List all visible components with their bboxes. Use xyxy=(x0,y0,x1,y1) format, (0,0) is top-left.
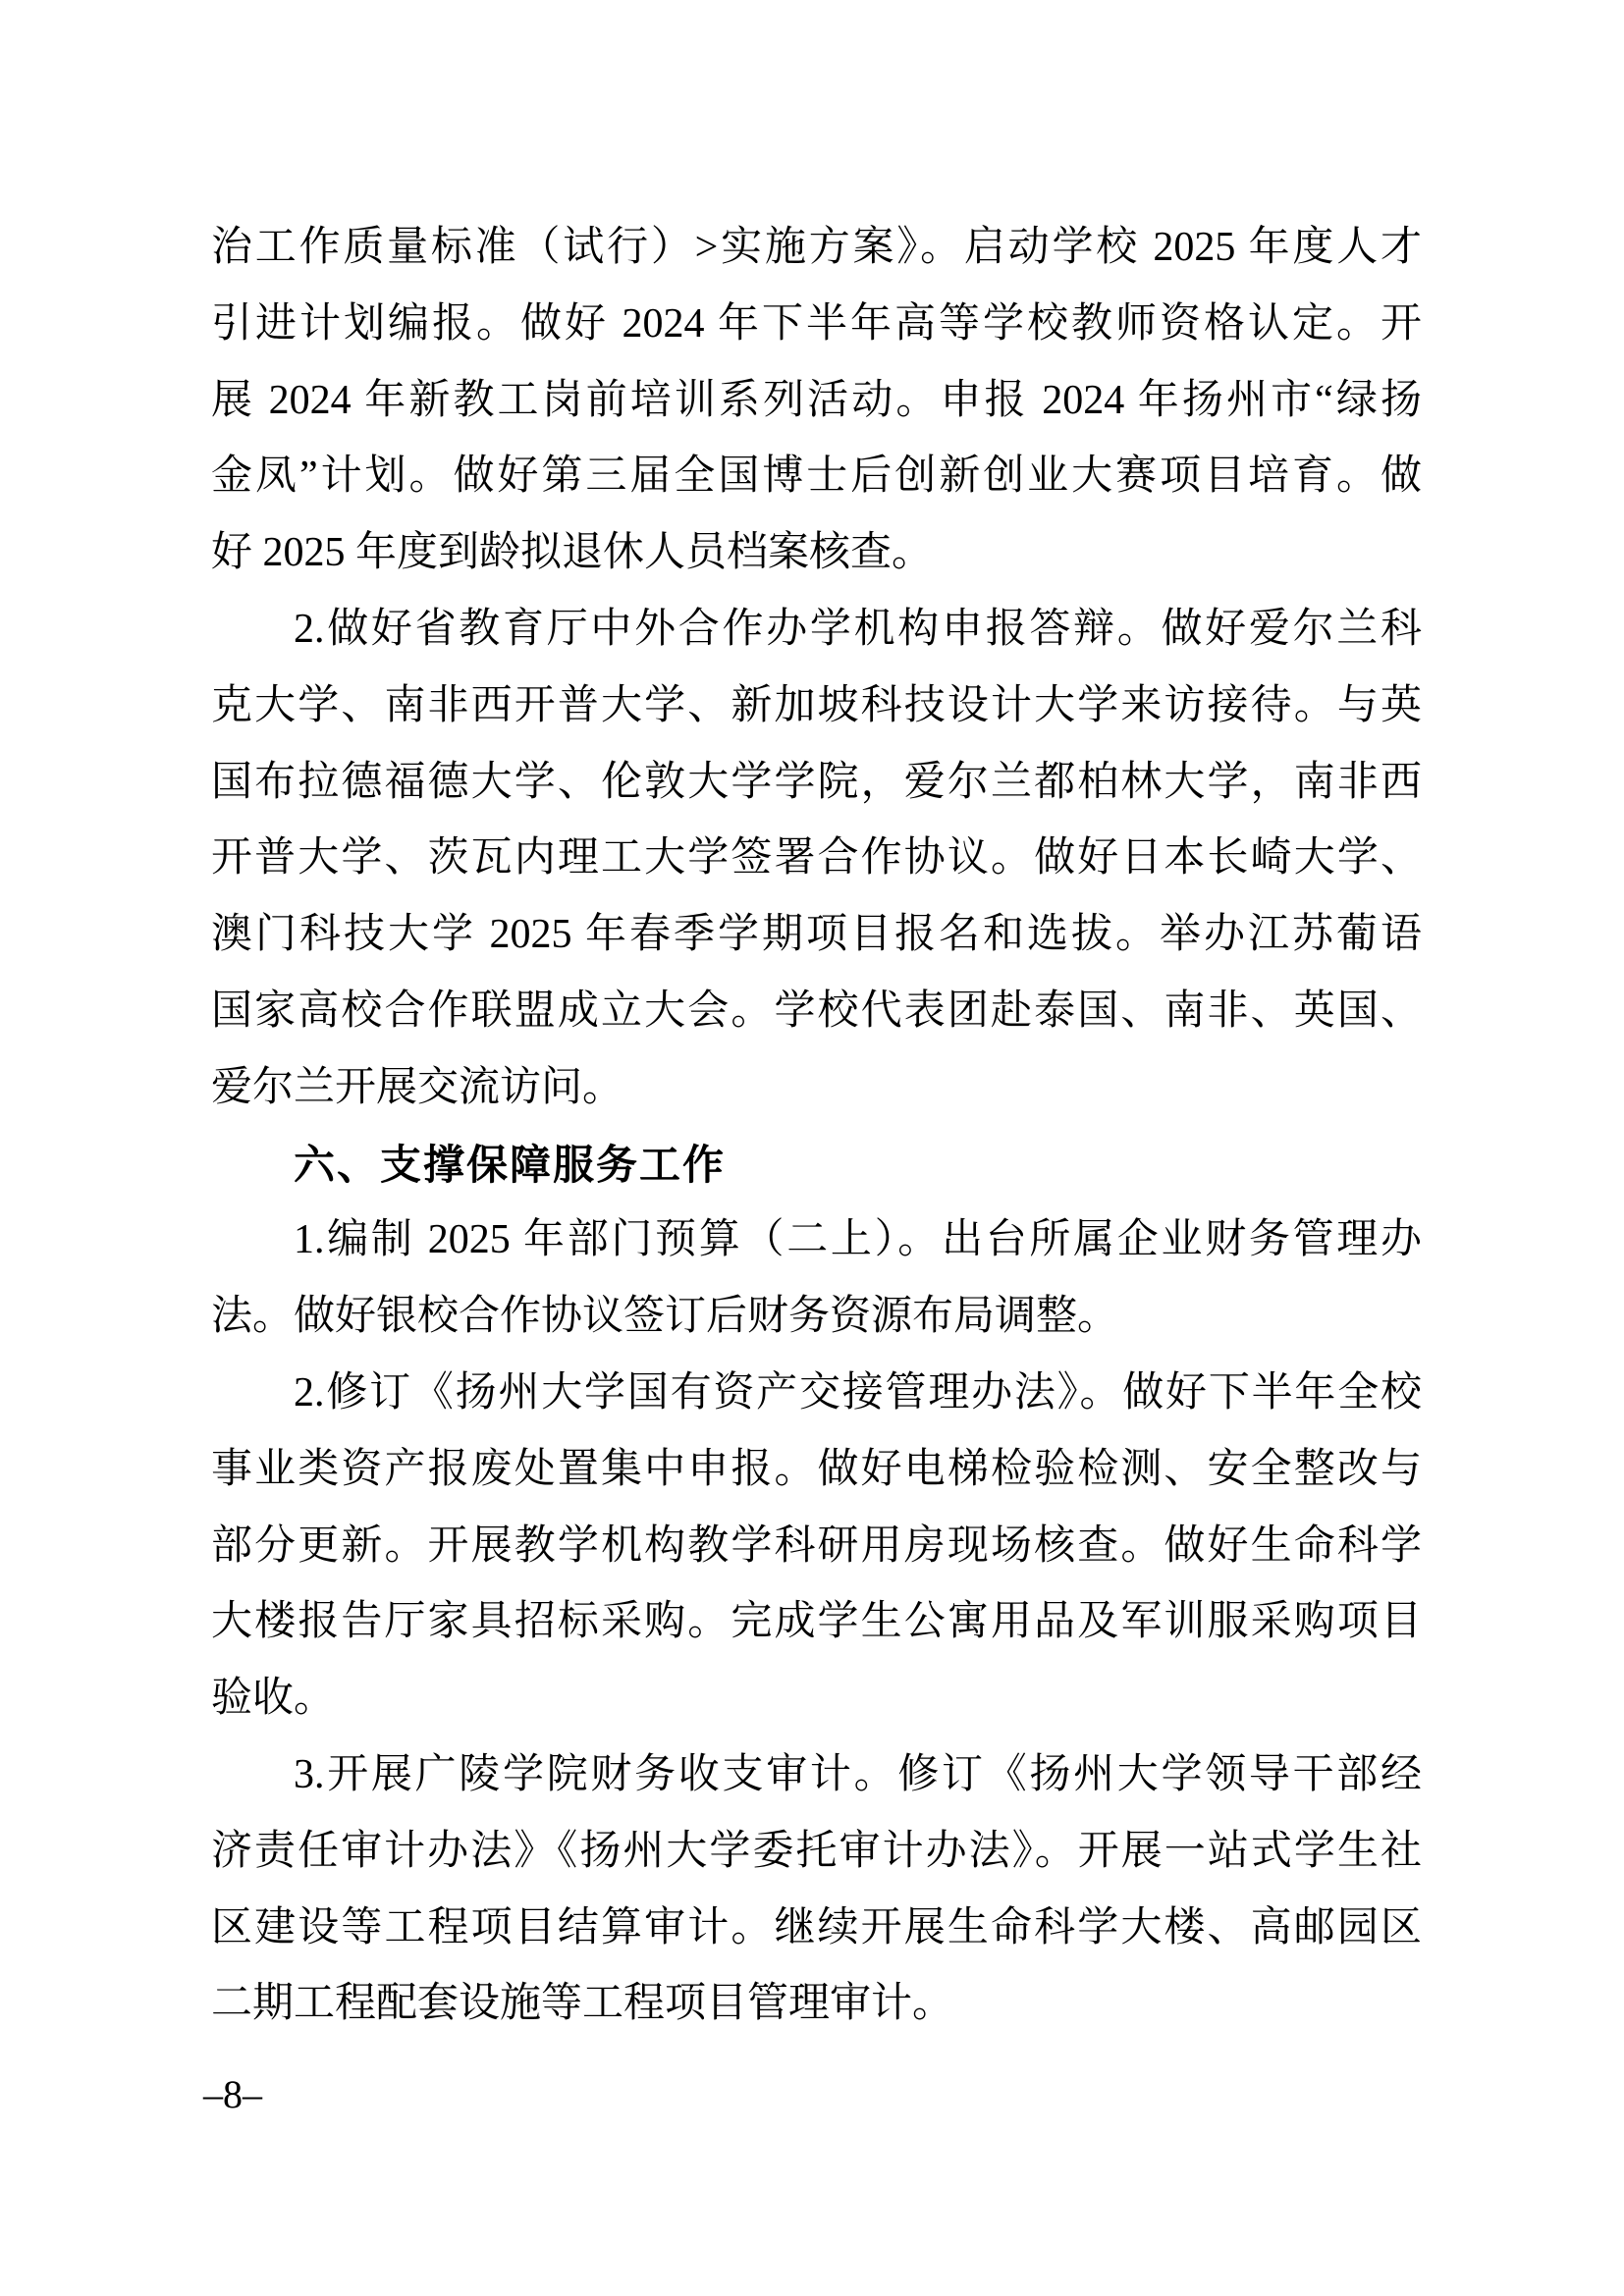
text-line: 治工作质量标准（试行）>实施方案》。启动学校 2025 年度人才 xyxy=(211,225,1422,270)
text-line: 引进计划编报。做好 2024 年下半年高等学校教师资格认定。开 xyxy=(211,300,1422,347)
text-line: 济责任审计办法》《扬州大学委托审计办法》。开展一站式学生社 xyxy=(211,1828,1422,1874)
text-line: 展 2024 年新教工岗前培训系列活动。申报 2024 年扬州市“绿扬 xyxy=(211,377,1422,423)
text-line: 区建设等工程项目结算审计。继续开展生命科学大楼、高邮园区 xyxy=(211,1904,1422,1950)
text-line: 1.编制 2025 年部门预算（二上）。出台所属企业财务管理办 xyxy=(294,1217,1422,1263)
section-heading: 六、支撑保障服务工作 xyxy=(294,1141,727,1188)
text-line: 爱尔兰开展交流访问。 xyxy=(211,1064,624,1110)
document-body xyxy=(211,210,1422,2043)
text-line: 开普大学、茨瓦内理工大学签署合作协议。做好日本长崎大学、 xyxy=(211,835,1422,881)
text-line: 国布拉德福德大学、伦敦大学学院，爱尔兰都柏林大学，南非西 xyxy=(211,759,1422,805)
text-line: 部分更新。开展教学机构教学科研用房现场核查。做好生命科学 xyxy=(211,1522,1422,1569)
text-line: 大楼报告厅家具招标采购。完成学生公寓用品及军训服采购项目 xyxy=(211,1599,1422,1645)
text-line: 验收。 xyxy=(211,1676,336,1722)
text-line: 3.开展广陵学院财务收支审计。修订《扬州大学领导干部经 xyxy=(294,1751,1422,1797)
text-line: 国家高校合作联盟成立大会。学校代表团赴泰国、南非、英国、 xyxy=(211,988,1422,1034)
page-number: –8– xyxy=(203,2072,262,2116)
text-line: 好 2025 年度到龄拟退休人员档案核查。 xyxy=(211,530,934,576)
text-line: 2.做好省教育厅中外合作办学机构申报答辩。做好爱尔兰科 xyxy=(294,606,1422,652)
text-line: 事业类资产报废处置集中申报。做好电梯检验检测、安全整改与 xyxy=(211,1446,1422,1492)
text-line: 澳门科技大学 2025 年春季学期项目报名和选拔。举办江苏葡语 xyxy=(211,912,1422,958)
text-line: 法。做好银校合作协议签订后财务资源布局调整。 xyxy=(211,1294,1119,1340)
text-line: 二期工程配套设施等工程项目管理审计。 xyxy=(211,1981,954,2027)
text-line: 2.修订《扬州大学国有资产交接管理办法》。做好下半年全校 xyxy=(294,1369,1422,1415)
text-line: 克大学、南非西开普大学、新加坡科技设计大学来访接待。与英 xyxy=(211,682,1422,728)
text-line: 金凤”计划。做好第三届全国博士后创新创业大赛项目培育。做 xyxy=(211,454,1422,500)
